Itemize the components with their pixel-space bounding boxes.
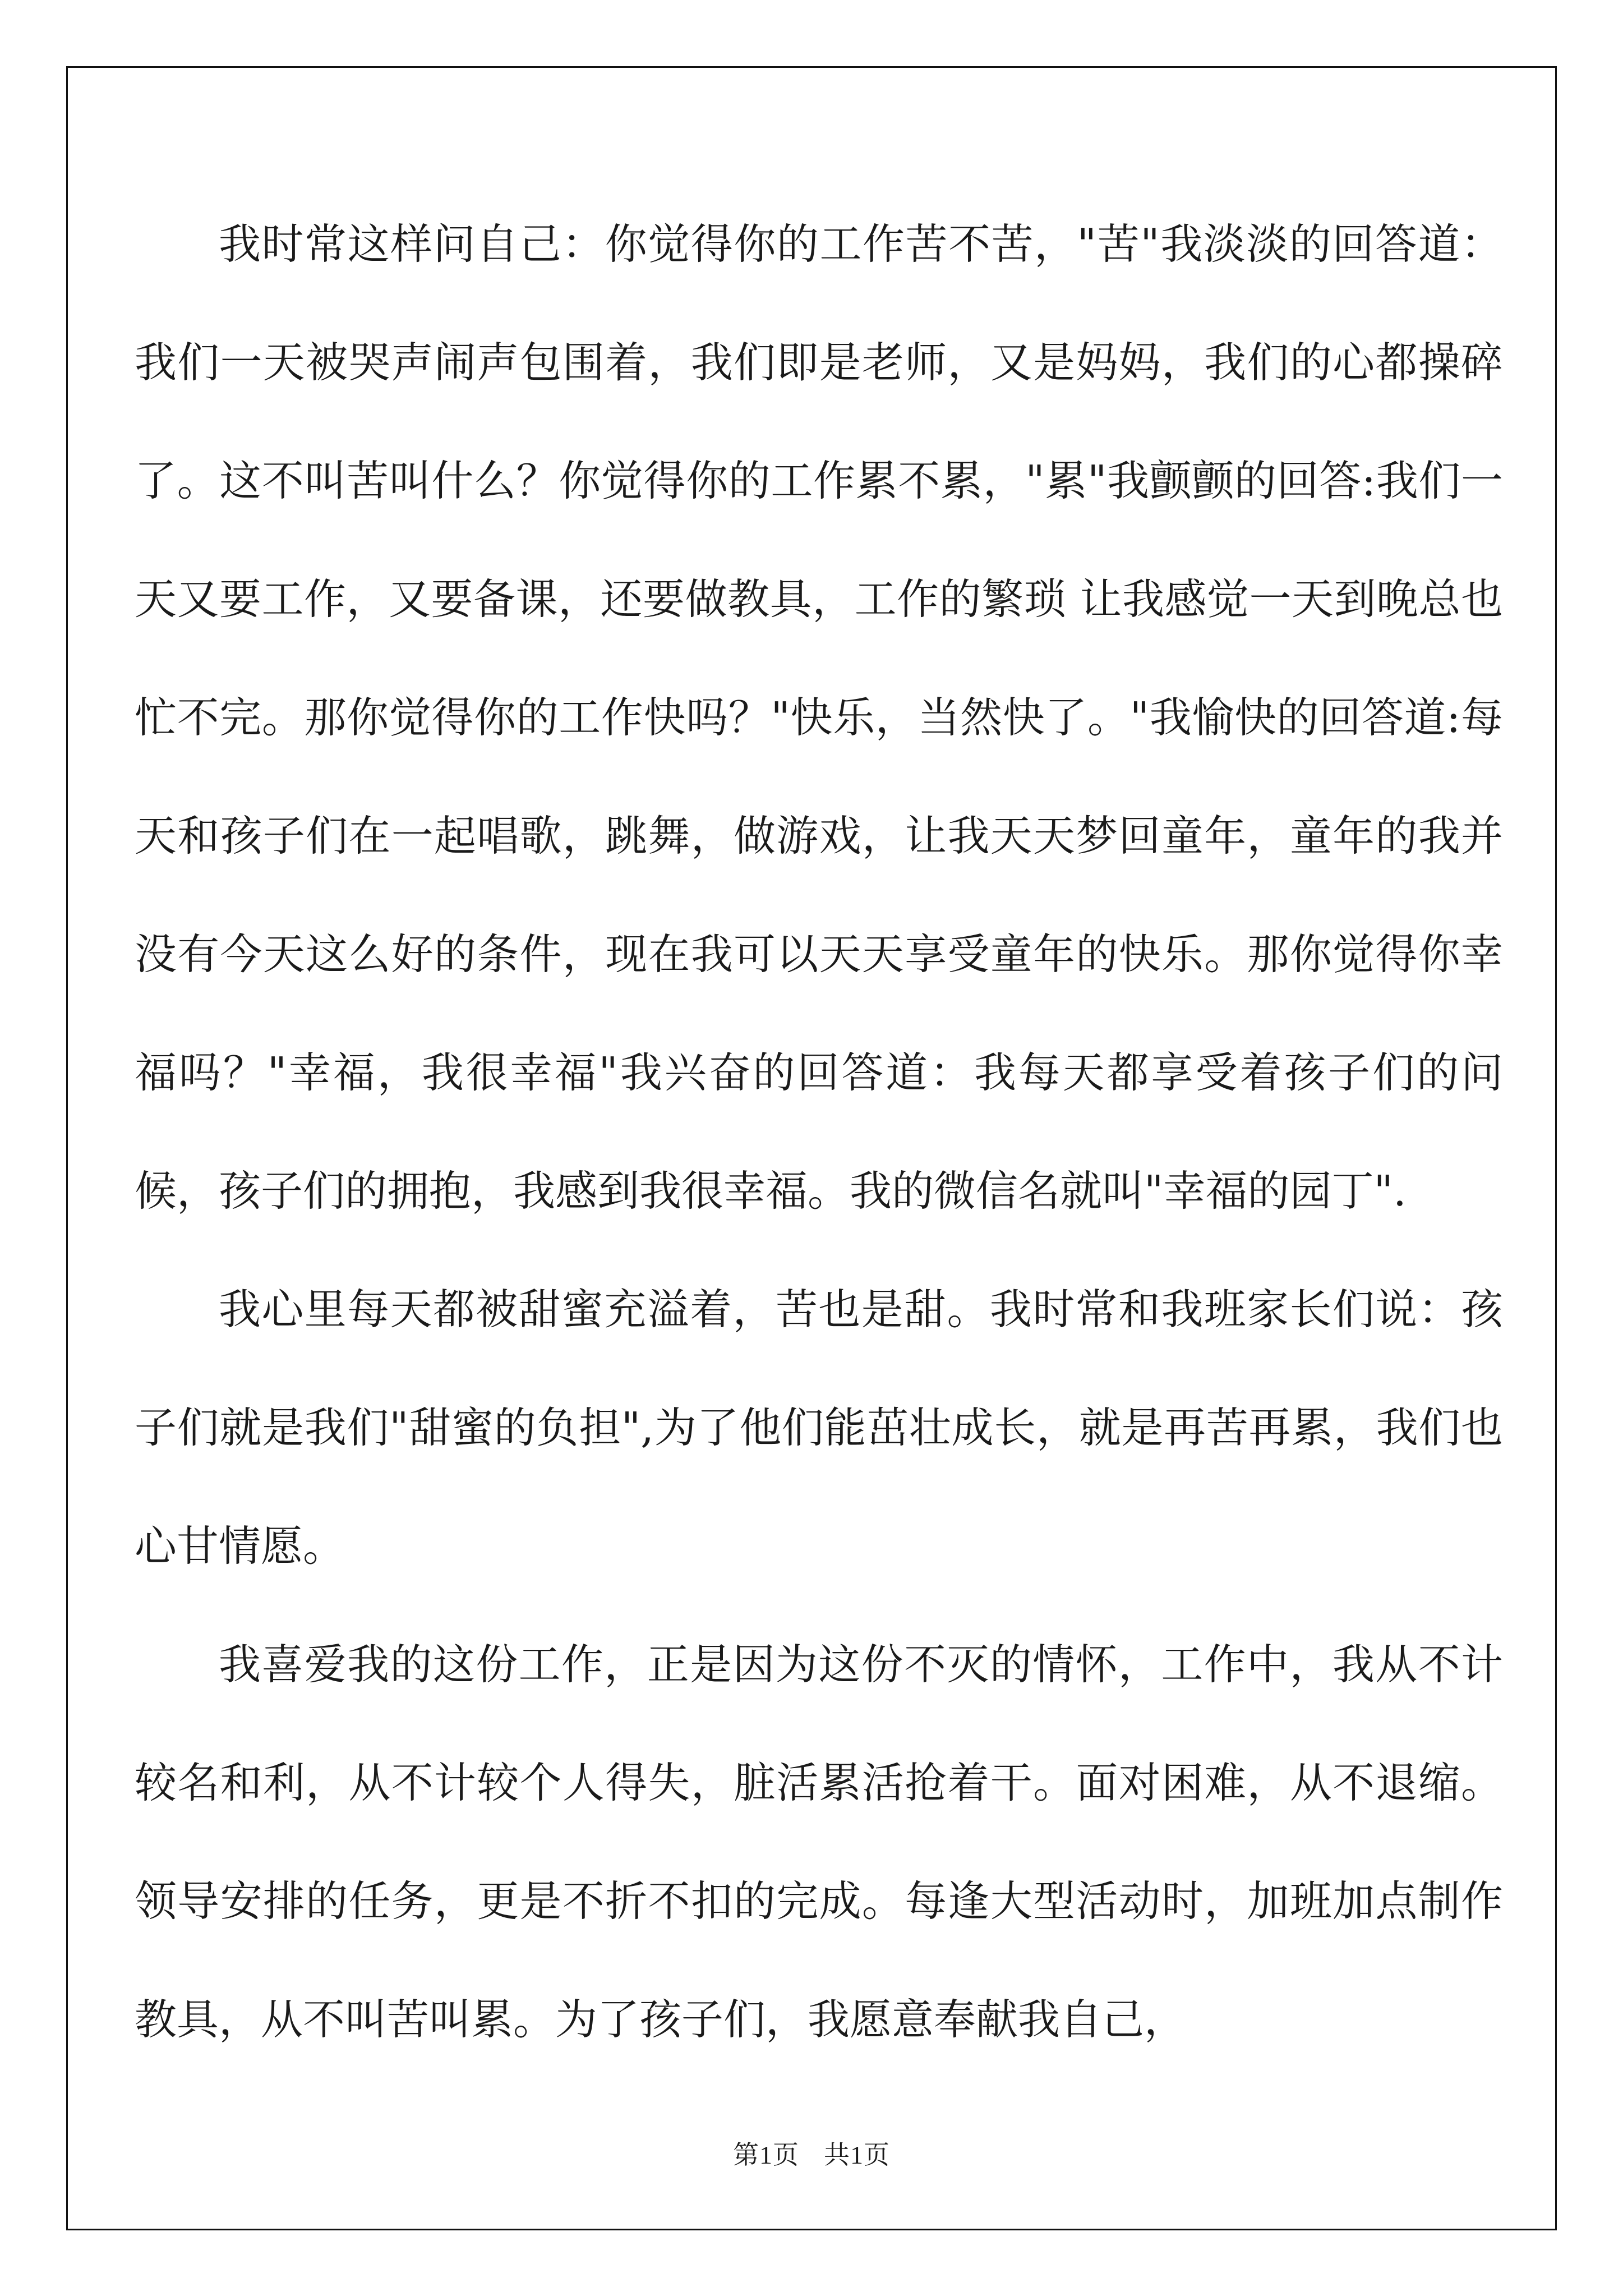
paragraph-3: 我喜爱我的这份工作，正是因为这份不灭的情怀，工作中，我从不计较名和利，从不计较个人得失，脏活累活抢着干。面对困难，从不退缩。领导安排的任务，更是不折不扣的完成。每逢大型活动时，加班加点制作教具，从不叫苦叫累。为了孩子们，我愿意奉献我自己， — [135, 1640, 1503, 2044]
paragraph-2: 我心里每天都被甜蜜充溢着，苦也是甜。我时常和我班家长们说：孩子们就是我们"甜蜜的负担",为了他们能茁壮成长，就是再苦再累，我们也心甘情愿。 — [135, 1285, 1503, 1571]
page-number-total: 共1页 — [824, 2141, 890, 2169]
document-body — [135, 185, 1503, 2079]
paragraph-1: 我时常这样问自己：你觉得你的工作苦不苦，"苦"我淡淡的回答道：我们一天被哭声闹声包围着，我们即是老师，又是妈妈，我们的心都操碎了。这不叫苦叫什么？你觉得你的工作累不累，"累"我颤颤的回答:我们一天又要工作，又要备课，还要做教具，工作的繁琐 让我感觉一天到晚总也忙不完。那你觉得你的工作快吗？"快乐，当然快了。"我愉快的回答道:每天和孩子们在一起唱歌，跳舞，做游戏，让我天天梦回童年，童年的我并没有今天这么好的条件，现在我可以天天享受童年的快乐。那你觉得你幸福吗？"幸福，我很幸福"我兴奋的回答道：我每天都享受着孩子们的问候，孩子们的拥抱，我感到我很幸福。我的微信名就叫"幸福的园丁". — [135, 219, 1503, 1216]
page-number-current: 第1页 — [733, 2141, 799, 2169]
page-footer — [0, 2134, 1623, 2171]
